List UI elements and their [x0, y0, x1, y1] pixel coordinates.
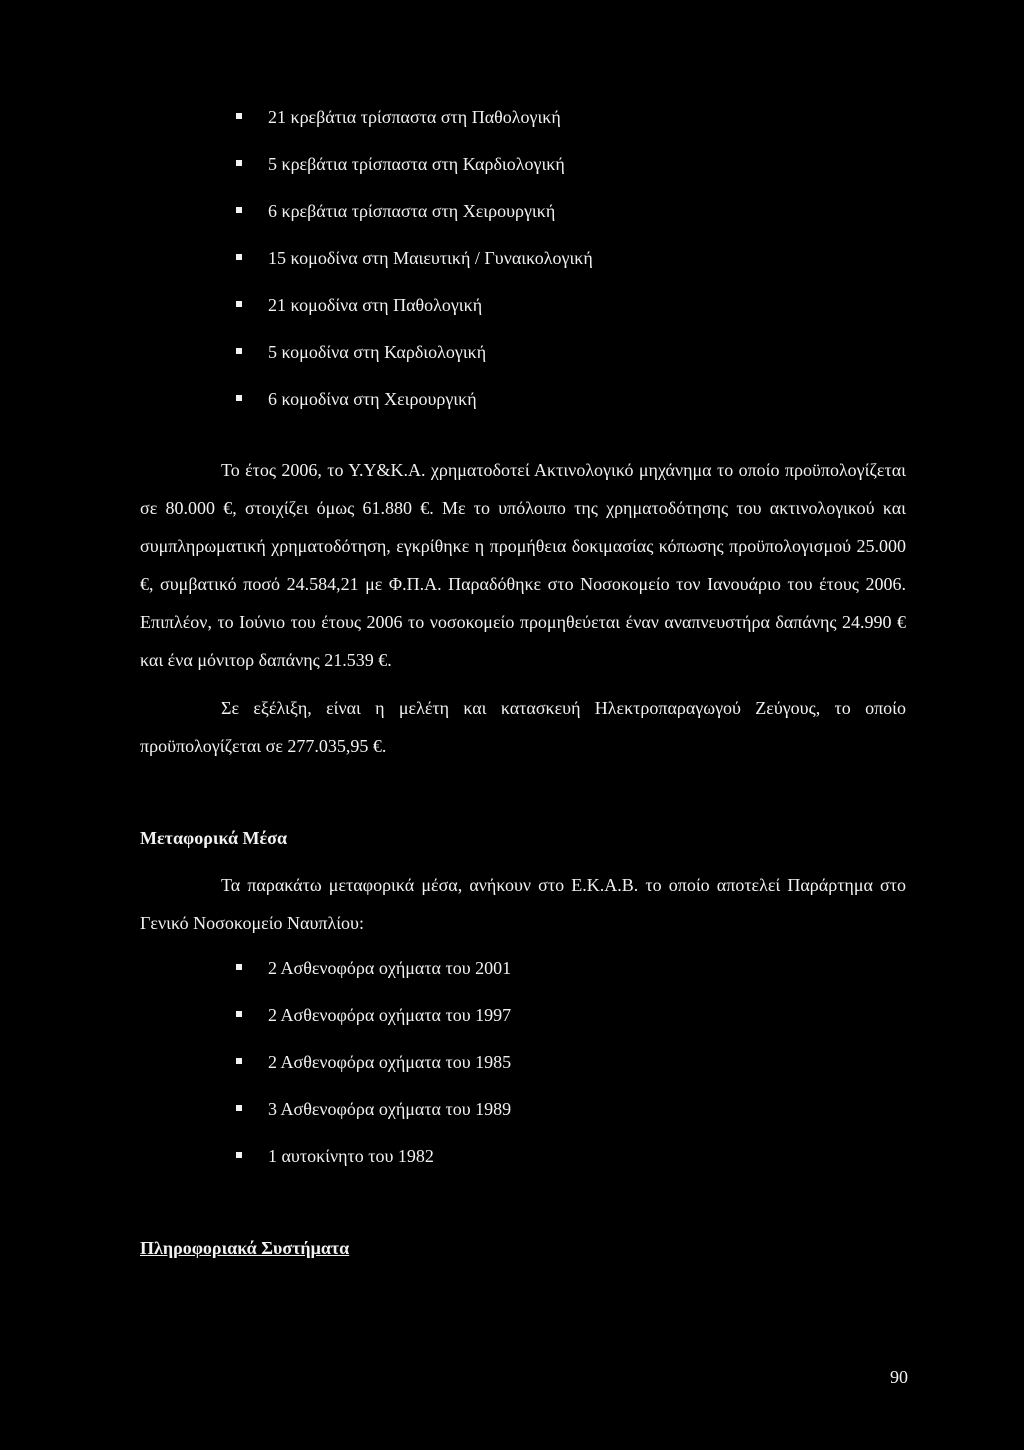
- generator-paragraph: Σε εξέλιξη, είναι η μελέτη και κατασκευή Ηλεκτροπαραγωγού Ζεύγους, το οποίο προϋπολογίζεται σε 277.035,95 €.: [140, 698, 906, 756]
- list-item-text: 1 αυτοκίνητο του 1982: [268, 1146, 434, 1166]
- bullet-icon: [236, 113, 242, 119]
- list-item: [0, 1145, 1024, 1192]
- transport-paragraph: Τα παρακάτω μεταφορικά μέσα, ανήκουν στο Ε.Κ.Α.Β. το οποίο αποτελεί Παράρτημα στο Γενικό Νοσοκομείο Ναυπλίου:: [140, 875, 906, 933]
- list-item: [0, 247, 1024, 294]
- bullet-icon: [236, 301, 242, 307]
- list-item-text: 5 κομοδίνα στη Καρδιολογική: [268, 342, 487, 362]
- list-item: [0, 341, 1024, 388]
- list-item: [0, 957, 1024, 1004]
- list-item: [0, 388, 1024, 435]
- bullet-icon: [236, 1105, 242, 1111]
- bullet-icon: [236, 1058, 242, 1064]
- list-item: [0, 294, 1024, 341]
- bullet-icon: [236, 254, 242, 260]
- list-item: [0, 1051, 1024, 1098]
- list-item-text: 2 Ασθενοφόρα οχήματα του 1997: [268, 1005, 512, 1025]
- list-item: [0, 200, 1024, 247]
- vehicles-list: [0, 957, 1024, 1192]
- bullet-icon: [236, 395, 242, 401]
- list-item: [0, 153, 1024, 200]
- bullet-icon: [236, 207, 242, 213]
- bullet-icon: [236, 1011, 242, 1017]
- list-item: [0, 1004, 1024, 1051]
- list-item-text: 6 κρεβάτια τρίσπαστα στη Χειρουργική: [268, 201, 556, 221]
- list-item: [0, 1098, 1024, 1145]
- bullet-icon: [236, 348, 242, 354]
- list-item-text: 21 κομοδίνα στη Παθολογική: [268, 295, 483, 315]
- list-item: [0, 106, 1024, 153]
- page-number: 90: [890, 1367, 908, 1387]
- funding-paragraph: Το έτος 2006, το Υ.Υ&Κ.Α. χρηματοδοτεί Ακτινολογικό μηχάνημα το οποίο προϋπολογίζεται σε 80.000 €, στοιχίζει όμως 61.880 €. Με το υπόλοιπο της χρηματοδότησης του ακτινολογικού και συμπληρωματική χρηματοδότηση, εγκρίθηκε η προμήθεια δοκιμασίας κόπωσης προϋπολογισμού 25.000 €, συμβατικό ποσό 24.584,21 με Φ.Π.Α. Παραδόθηκε στο Νοσοκομείο τον Ιανουάριο του έτους 2006. Επιπλέον, το Ιούνιο του έτους 2006 το νοσοκομείο προμηθεύεται έναν αναπνευστήρα δαπάνης 24.990 € και ένα μόνιτορ δαπάνης 21.539 €.: [140, 460, 906, 670]
- list-item-text: 21 κρεβάτια τρίσπαστα στη Παθολογική: [268, 107, 561, 127]
- section-heading-transport: Μεταφορικά Μέσα: [140, 828, 288, 848]
- bullet-icon: [236, 1152, 242, 1158]
- bullet-icon: [236, 964, 242, 970]
- section-heading-information-systems: Πληροφοριακά Συστήματα: [140, 1238, 350, 1258]
- list-item-text: 6 κομοδίνα στη Χειρουργική: [268, 389, 477, 409]
- list-item-text: 15 κομοδίνα στη Μαιευτική / Γυναικολογική: [268, 248, 593, 268]
- bullet-icon: [236, 160, 242, 166]
- list-item-text: 2 Ασθενοφόρα οχήματα του 2001: [268, 958, 512, 978]
- list-item-text: 5 κρεβάτια τρίσπαστα στη Καρδιολογική: [268, 154, 565, 174]
- list-item-text: 2 Ασθενοφόρα οχήματα του 1985: [268, 1052, 512, 1072]
- equipment-list: [0, 106, 1024, 435]
- list-item-text: 3 Ασθενοφόρα οχήματα του 1989: [268, 1099, 512, 1119]
